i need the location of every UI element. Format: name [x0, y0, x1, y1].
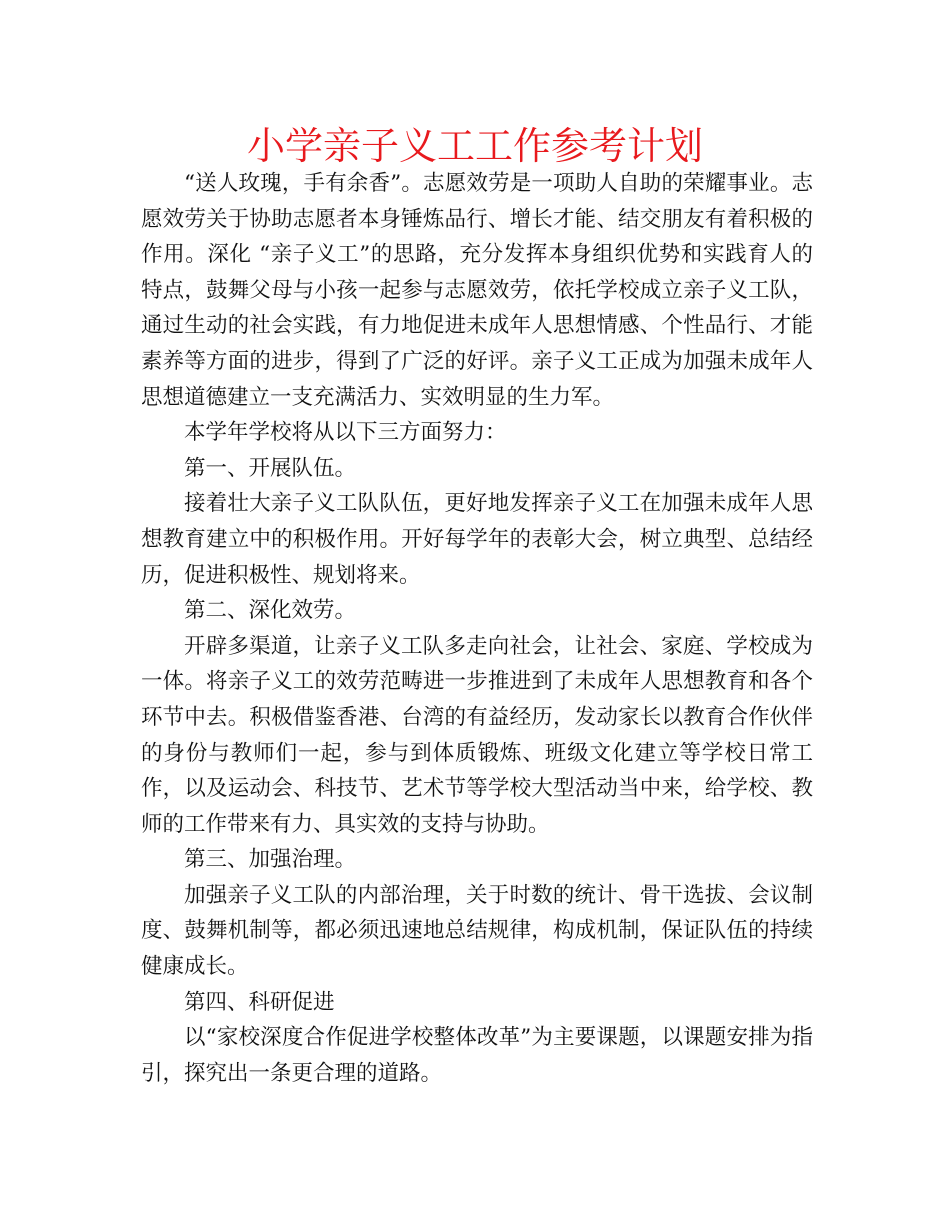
heading-section-2: 第二、深化效劳。	[184, 598, 357, 624]
document-body	[141, 166, 813, 1091]
heading-section-4: 第四、科研促进	[184, 989, 335, 1015]
heading-section-1: 第一、开展队伍。	[184, 455, 357, 481]
heading-section-3: 第三、加强治理。	[184, 847, 357, 873]
paragraph-section-4: 以“家校深度合作促进学校整体改革”为主要课题，以课题安排为指引，探究出一条更合理的道路。	[141, 1025, 813, 1086]
paragraph-section-3: 加强亲子义工队的内部治理，关于时数的统计、骨干选拔、会议制度、鼓舞机制等，都必须迅速地总结规律，构成机制，保证队伍的持续健康成长。	[141, 882, 813, 980]
paragraph-intro: “送人玫瑰，手有余香”。志愿效劳是一项助人自助的荣耀事业。志愿效劳关于协助志愿者本身锤炼品行、增长才能、结交朋友有着积极的作用。深化 “亲子义工”的思路，充分发挥本身组织优势和实践育人的特点，鼓舞父母与小孩一起参与志愿效劳，依托学校成立亲子义工队，通过生动的社会实践，有力地促进未成年人思想情感、个性品行、才能素养等方面的进步，得到了广泛的好评。亲子义工正成为加强未成年人思想道德建立一支充满活力、实效明显的生力军。	[141, 171, 813, 410]
paragraph-section-1: 接着壮大亲子义工队队伍，更好地发挥亲子义工在加强未成年人思想教育建立中的积极作用。开好每学年的表彰大会，树立典型、总结经历，促进积极性、规划将来。	[141, 491, 813, 588]
paragraph-section-2: 开辟多渠道，让亲子义工队多走向社会，让社会、家庭、学校成为一体。将亲子义工的效劳范畴进一步推进到了未成年人思想教育和各个环节中去。积极借鉴香港、台湾的有益经历，发动家长以教育合作伙伴的身份与教师们一起，参与到体质锻炼、班级文化建立等学校日常工作，以及运动会、科技节、艺术节等学校大型活动当中来，给学校、教师的工作带来有力、具实效的支持与协助。	[141, 633, 813, 837]
document-title: 小学亲子义工工作参考计划	[246, 124, 703, 168]
paragraph-lead: 本学年学校将从以下三方面努力：	[184, 420, 507, 446]
